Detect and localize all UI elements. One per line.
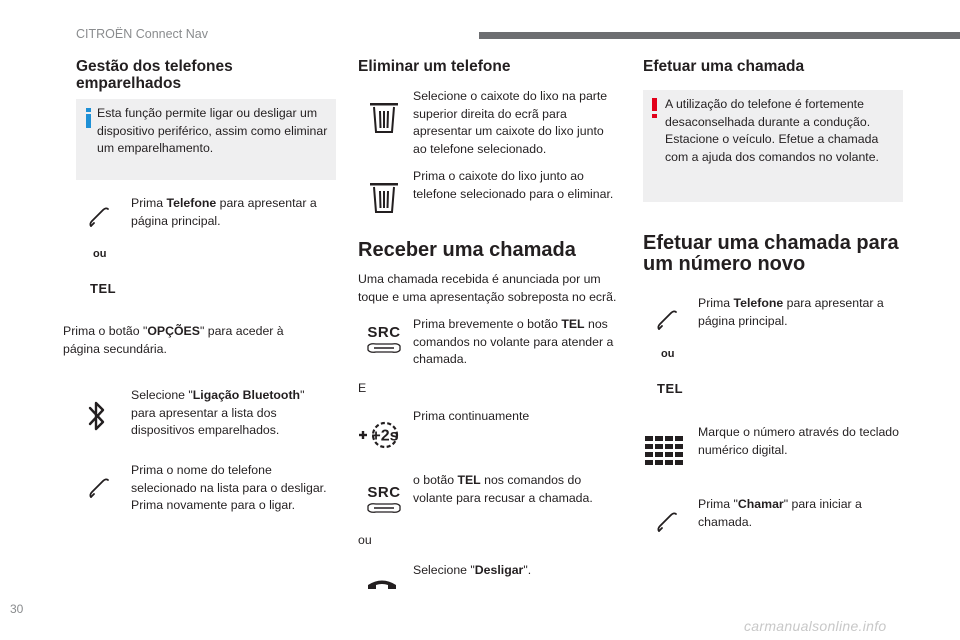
info-note [76,99,336,180]
heading-receive-call: Receber uma chamada [358,239,576,261]
and-label: E [358,381,367,395]
bluetooth-icon [86,399,108,433]
phone-icon [656,308,680,332]
watermark: carmanualsonline.info [744,618,887,634]
phone-name-text: Prima o nome do telefone selecionado na lista para o desligar. Prima novamente para o ligar. [131,463,327,512]
phone-icon [88,476,112,500]
delete-step2-text: Prima o caixote do lixo junto ao telefone selecionado para o eliminar. [413,169,614,201]
receive-intro-text: Uma chamada recebida é anunciada por um toque e uma apresentação sobreposta no ecrã. [358,272,617,304]
src-label: SRC [367,484,401,501]
hold-step-text: Prima continuamente [413,409,530,423]
header-bar [479,32,960,39]
or-label: ou [358,533,372,547]
keypad-icon [645,436,685,466]
info-icon [85,108,92,133]
warning-note [643,90,903,202]
step-telefone-text: Prima Telefone para apresentar a página principal. [131,196,317,228]
tel-button-label: TEL [657,381,684,396]
hold-2s-icon [358,421,406,449]
tel-button-label: TEL [90,281,117,296]
header-title: CITROËN Connect Nav [76,27,208,41]
or-label: ou [93,248,107,260]
hangup-step-text: Selecione "Desligar". [413,563,532,577]
dial-step-text: Marque o número através do teclado numérico digital. [698,425,899,457]
hangup-phone-icon [366,576,398,592]
reject-step-text: o botão TEL nos comandos do volante para recusar a chamada. [413,473,593,505]
heading-make-call: Efetuar uma chamada [643,58,805,75]
or-label: ou [661,348,675,360]
step-telefone-text: Prima Telefone para apresentar a página principal. [698,296,884,328]
warning-icon [651,98,658,123]
answer-step-text: Prima brevemente o botão TEL nos comandos no volante para atender a chamada. [413,317,614,366]
trash-icon [368,100,400,134]
phone-icon [88,205,112,229]
steering-src-button-icon [364,485,404,520]
steering-src-button-icon [364,325,404,360]
page-number: 30 [10,602,24,616]
heading-delete-phone: Eliminar um telefone [358,58,511,75]
heading-paired-phones: Gestão dos telefones emparelhados [76,58,233,92]
options-text: Prima o botão "OPÇÕES" para aceder à página secundária. [63,324,284,356]
src-label: SRC [367,324,401,341]
bluetooth-step-text: Selecione "Ligação Bluetooth" para apresentar a lista dos dispositivos emparelhados. [131,388,305,437]
call-step-text: Prima "Chamar" para iniciar a chamada. [698,497,862,529]
phone-icon [656,510,680,534]
heading-call-new-number: Efetuar uma chamada para um número novo [643,232,899,275]
info-note-text: Esta função permite ligar ou desligar um dispositivo periférico, assim como eliminar um emparelhamento. [97,106,328,155]
trash-icon [368,180,400,214]
delete-step1-text: Selecione o caixote do lixo na parte superior direita do ecrã para apresentar um caixote do lixo junto ao telefone selecionado. [413,89,608,156]
hold-2s-label: +2s [371,427,399,445]
warning-text: A utilização do telefone é fortemente desaconselhada durante a condução. Estacione o veículo. Efetue a chamada com a ajuda dos comandos no volante. [665,97,879,164]
